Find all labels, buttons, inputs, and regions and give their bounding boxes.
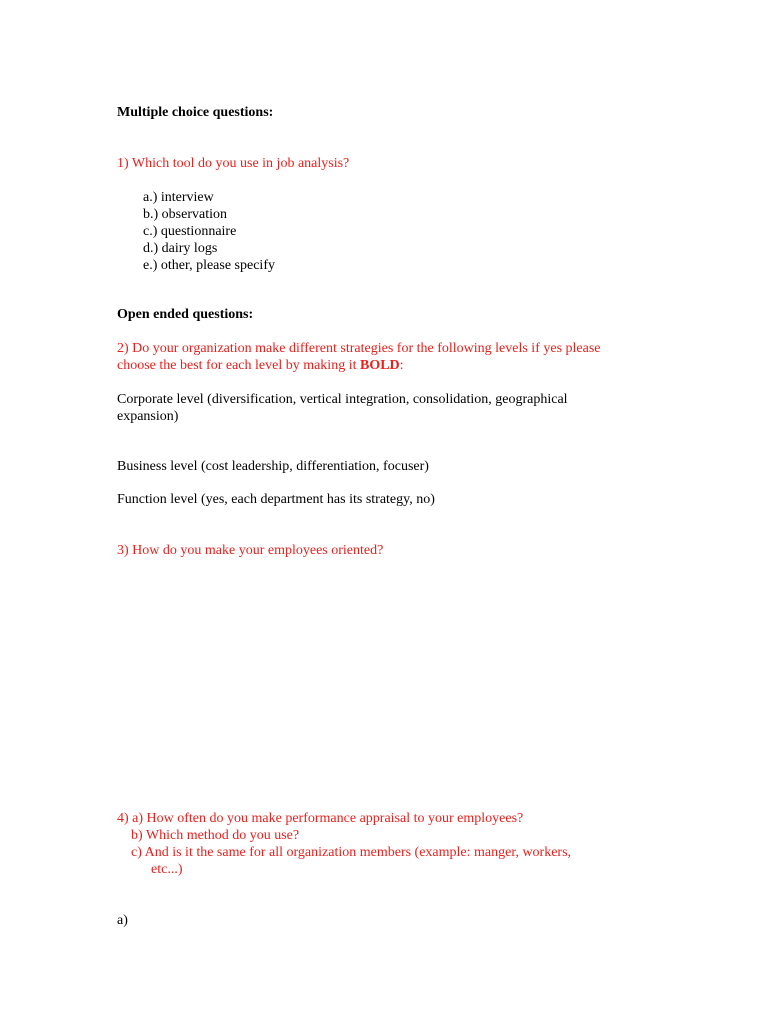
question-4a: 4) a) How often do you make performance appraisal to your employees? bbox=[117, 811, 524, 826]
bold-word: BOLD bbox=[359, 358, 400, 373]
open-ended-heading: Open ended questions: bbox=[117, 307, 254, 322]
question-2-suffix: : bbox=[399, 358, 404, 373]
q1-option-c: c.) questionnaire bbox=[143, 224, 237, 239]
question-4c: c) And is it the same for all organization members (example: manger, workers, bbox=[131, 845, 572, 860]
question-1: 1) Which tool do you use in job analysis? bbox=[117, 156, 350, 171]
corporate-level-line-1: Corporate level (diversification, vertical integration, consolidation, geographical bbox=[117, 392, 568, 407]
answer-a-label: a) bbox=[117, 913, 128, 928]
question-4b: b) Which method do you use? bbox=[131, 828, 300, 843]
business-level: Business level (cost leadership, differentiation, focuser) bbox=[117, 459, 429, 474]
q1-option-d: d.) dairy logs bbox=[143, 241, 218, 256]
multiple-choice-heading: Multiple choice questions: bbox=[117, 105, 274, 120]
question-2-line-2 bbox=[117, 357, 404, 374]
question-2-line-1: 2) Do your organization make different strategies for the following levels if yes please bbox=[117, 341, 601, 356]
corporate-level-line-2: expansion) bbox=[117, 409, 179, 424]
question-3: 3) How do you make your employees oriented? bbox=[117, 543, 384, 558]
function-level: Function level (yes, each department has its strategy, no) bbox=[117, 492, 435, 507]
q1-option-e: e.) other, please specify bbox=[143, 258, 275, 273]
q1-option-b: b.) observation bbox=[143, 207, 227, 222]
question-4c-continued: etc...) bbox=[151, 862, 183, 877]
q1-option-a: a.) interview bbox=[143, 190, 214, 205]
question-2-prefix: choose the best for each level by making it bbox=[117, 358, 360, 373]
